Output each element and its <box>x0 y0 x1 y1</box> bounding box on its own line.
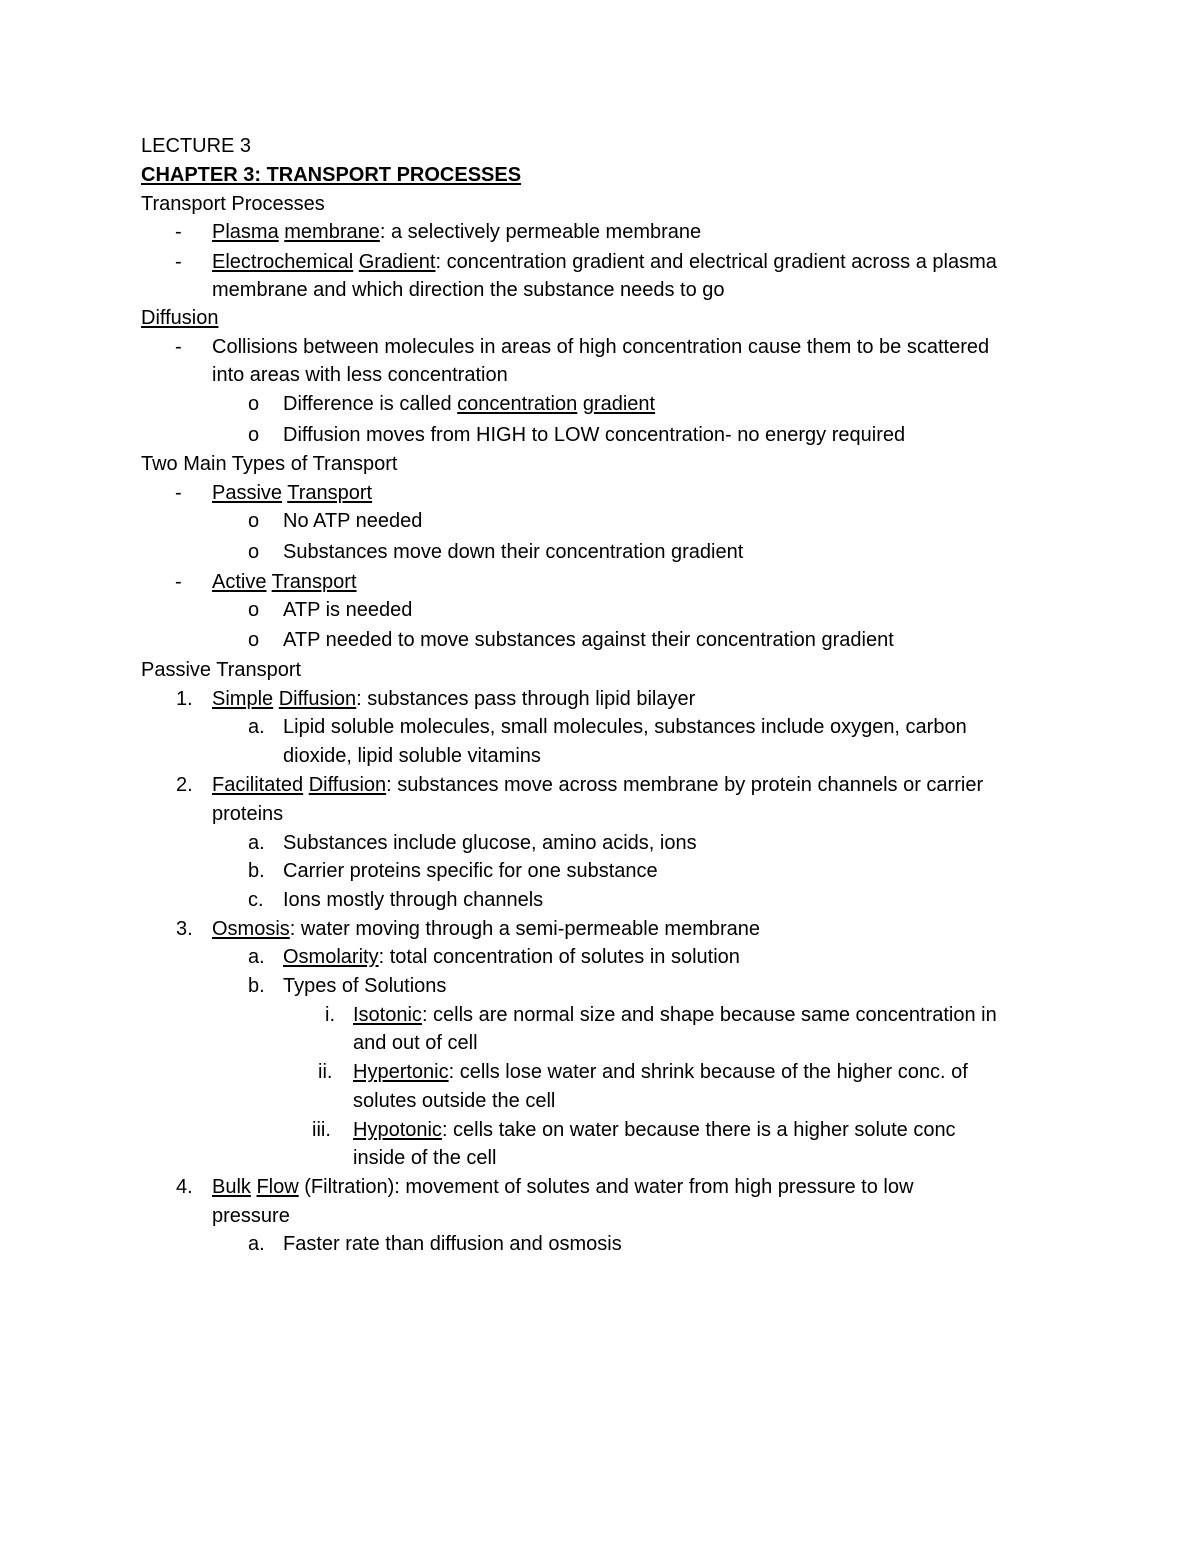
text-line <box>353 1118 956 1146</box>
underlined-term: concentration <box>457 393 578 415</box>
text-line <box>212 363 508 391</box>
text-segment: No ATP needed <box>283 510 423 532</box>
list-marker: o <box>248 393 260 415</box>
text-line <box>283 1232 622 1260</box>
text-line <box>283 945 740 973</box>
list-marker: - <box>175 336 182 358</box>
list-marker: - <box>175 571 182 593</box>
text-segment: LECTURE 3 <box>141 135 252 157</box>
text-segment: Lipid soluble molecules, small molecules, substances include oxygen, carbon <box>283 716 967 738</box>
text-segment: inside of the cell <box>353 1147 497 1169</box>
text-line <box>141 452 397 480</box>
text-segment: : substances move across membrane by protein channels or carrier <box>386 774 984 796</box>
text-line <box>353 1003 997 1031</box>
list-marker: a. <box>248 1233 265 1255</box>
list-marker: o <box>248 599 260 621</box>
list-marker: b. <box>248 975 265 997</box>
text-line <box>212 335 989 363</box>
underlined-term: Electrochemical <box>212 251 354 273</box>
underlined-term: Diffusion <box>278 688 357 710</box>
text-line <box>283 598 412 626</box>
text-line <box>212 1204 290 1232</box>
text-segment: : cells lose water and shrink because of the higher conc. of <box>448 1061 968 1083</box>
text-segment: : concentration gradient and electrical gradient across a plasma <box>435 251 997 273</box>
text-segment: : cells take on water because there is a higher solute conc <box>441 1119 956 1141</box>
underlined-term: Active <box>212 571 267 593</box>
text-line <box>283 392 655 420</box>
underlined-term: Passive <box>212 482 283 504</box>
list-marker: o <box>248 510 260 532</box>
text-segment: Difference is called <box>283 393 458 415</box>
text-segment: Substances move down their concentration gradient <box>283 541 744 563</box>
text-segment: and out of cell <box>353 1032 478 1054</box>
list-marker: 4. <box>176 1176 193 1198</box>
text-segment: Carrier proteins specific for one substance <box>283 860 658 882</box>
text-line <box>212 773 983 801</box>
list-marker: 1. <box>176 688 193 710</box>
text-segment: : cells are normal size and shape because same concentration in <box>421 1004 997 1026</box>
text-segment: Ions mostly through channels <box>283 889 544 911</box>
underlined-term: gradient <box>582 393 656 415</box>
list-marker: b. <box>248 860 265 882</box>
list-marker: a. <box>248 716 265 738</box>
text-segment: Substances include glucose, amino acids, ions <box>283 832 697 854</box>
text-line <box>212 687 695 715</box>
text-line <box>283 715 967 743</box>
list-marker: c. <box>248 889 264 911</box>
text-line <box>353 1031 478 1059</box>
text-segment: membrane and which direction the substance needs to go <box>212 279 725 301</box>
underlined-term: Transport <box>287 482 373 504</box>
text-line <box>283 540 743 568</box>
text-line <box>141 134 251 162</box>
text-segment: Two Main Types of Transport <box>141 453 398 475</box>
text-line <box>283 888 543 916</box>
text-segment: (Filtration): movement of solutes and water from high pressure to low <box>298 1176 914 1198</box>
list-marker: 3. <box>176 918 193 940</box>
list-marker: o <box>248 629 260 651</box>
list-marker: 2. <box>176 774 193 796</box>
underlined-term: Flow <box>256 1176 299 1198</box>
list-marker: a. <box>248 832 265 854</box>
underlined-term: Diffusion <box>141 307 219 329</box>
underlined-term: Diffusion <box>308 774 387 796</box>
text-line <box>353 1089 555 1117</box>
underlined-term: Isotonic <box>353 1004 422 1026</box>
underlined-term: Transport <box>271 571 357 593</box>
text-segment: : total concentration of solutes in solution <box>378 946 740 968</box>
underlined-term: Plasma <box>212 221 279 243</box>
underlined-term: Osmosis <box>212 918 290 940</box>
text-line <box>141 192 325 220</box>
list-marker: iii. <box>312 1119 331 1141</box>
list-marker: a. <box>248 946 265 968</box>
text-segment: ATP needed to move substances against their concentration gradient <box>283 629 894 651</box>
underlined-term: Gradient <box>358 251 436 273</box>
text-line <box>212 250 997 278</box>
underlined-term: membrane <box>284 221 380 243</box>
text-line <box>283 628 894 656</box>
text-line <box>212 481 372 509</box>
text-line <box>353 1060 968 1088</box>
text-segment: Faster rate than diffusion and osmosis <box>283 1233 622 1255</box>
text-line <box>283 423 905 451</box>
list-marker: ii. <box>318 1061 333 1083</box>
text-segment: dioxide, lipid soluble vitamins <box>283 745 541 767</box>
text-segment: Passive Transport <box>141 659 302 681</box>
underlined-term: Hypotonic <box>353 1119 442 1141</box>
underlined-term: Osmolarity <box>283 946 379 968</box>
text-segment: solutes outside the cell <box>353 1090 556 1112</box>
text-line <box>141 658 301 686</box>
list-marker: - <box>175 482 182 504</box>
text-segment: Transport Processes <box>141 193 325 215</box>
text-line <box>212 220 701 248</box>
underlined-term: Bulk <box>212 1176 251 1198</box>
text-line <box>283 509 422 537</box>
text-line <box>283 974 446 1002</box>
text-segment: pressure <box>212 1205 290 1227</box>
text-segment: Collisions between molecules in areas of high concentration cause them to be scattered <box>212 336 990 358</box>
text-line <box>212 802 283 830</box>
underlined-term: Simple <box>212 688 274 710</box>
text-line <box>212 917 760 945</box>
text-line <box>212 278 725 306</box>
text-segment: : a selectively permeable membrane <box>379 221 702 243</box>
text-line <box>141 306 218 334</box>
text-segment: ATP is needed <box>283 599 413 621</box>
text-line <box>283 744 541 772</box>
list-marker: o <box>248 541 260 563</box>
underlined-term: Facilitated <box>212 774 304 796</box>
text-line <box>141 163 521 191</box>
text-segment: into areas with less concentration <box>212 364 508 386</box>
underlined-term: Hypertonic <box>353 1061 449 1083</box>
text-line <box>353 1146 496 1174</box>
text-segment: Types of Solutions <box>283 975 447 997</box>
list-marker: o <box>248 424 260 446</box>
list-marker: i. <box>325 1004 335 1026</box>
text-segment: : water moving through a semi-permeable membrane <box>289 918 761 940</box>
text-segment: Diffusion moves from HIGH to LOW concentration- no energy required <box>283 424 906 446</box>
text-segment: : substances pass through lipid bilayer <box>356 688 696 710</box>
text-segment: proteins <box>212 803 284 825</box>
text-line <box>212 1175 913 1203</box>
underlined-term: CHAPTER 3: TRANSPORT PROCESSES <box>141 164 522 186</box>
text-line <box>283 859 658 887</box>
text-line <box>212 570 357 598</box>
text-line <box>283 831 697 859</box>
list-marker: - <box>175 221 182 243</box>
list-marker: - <box>175 251 182 273</box>
